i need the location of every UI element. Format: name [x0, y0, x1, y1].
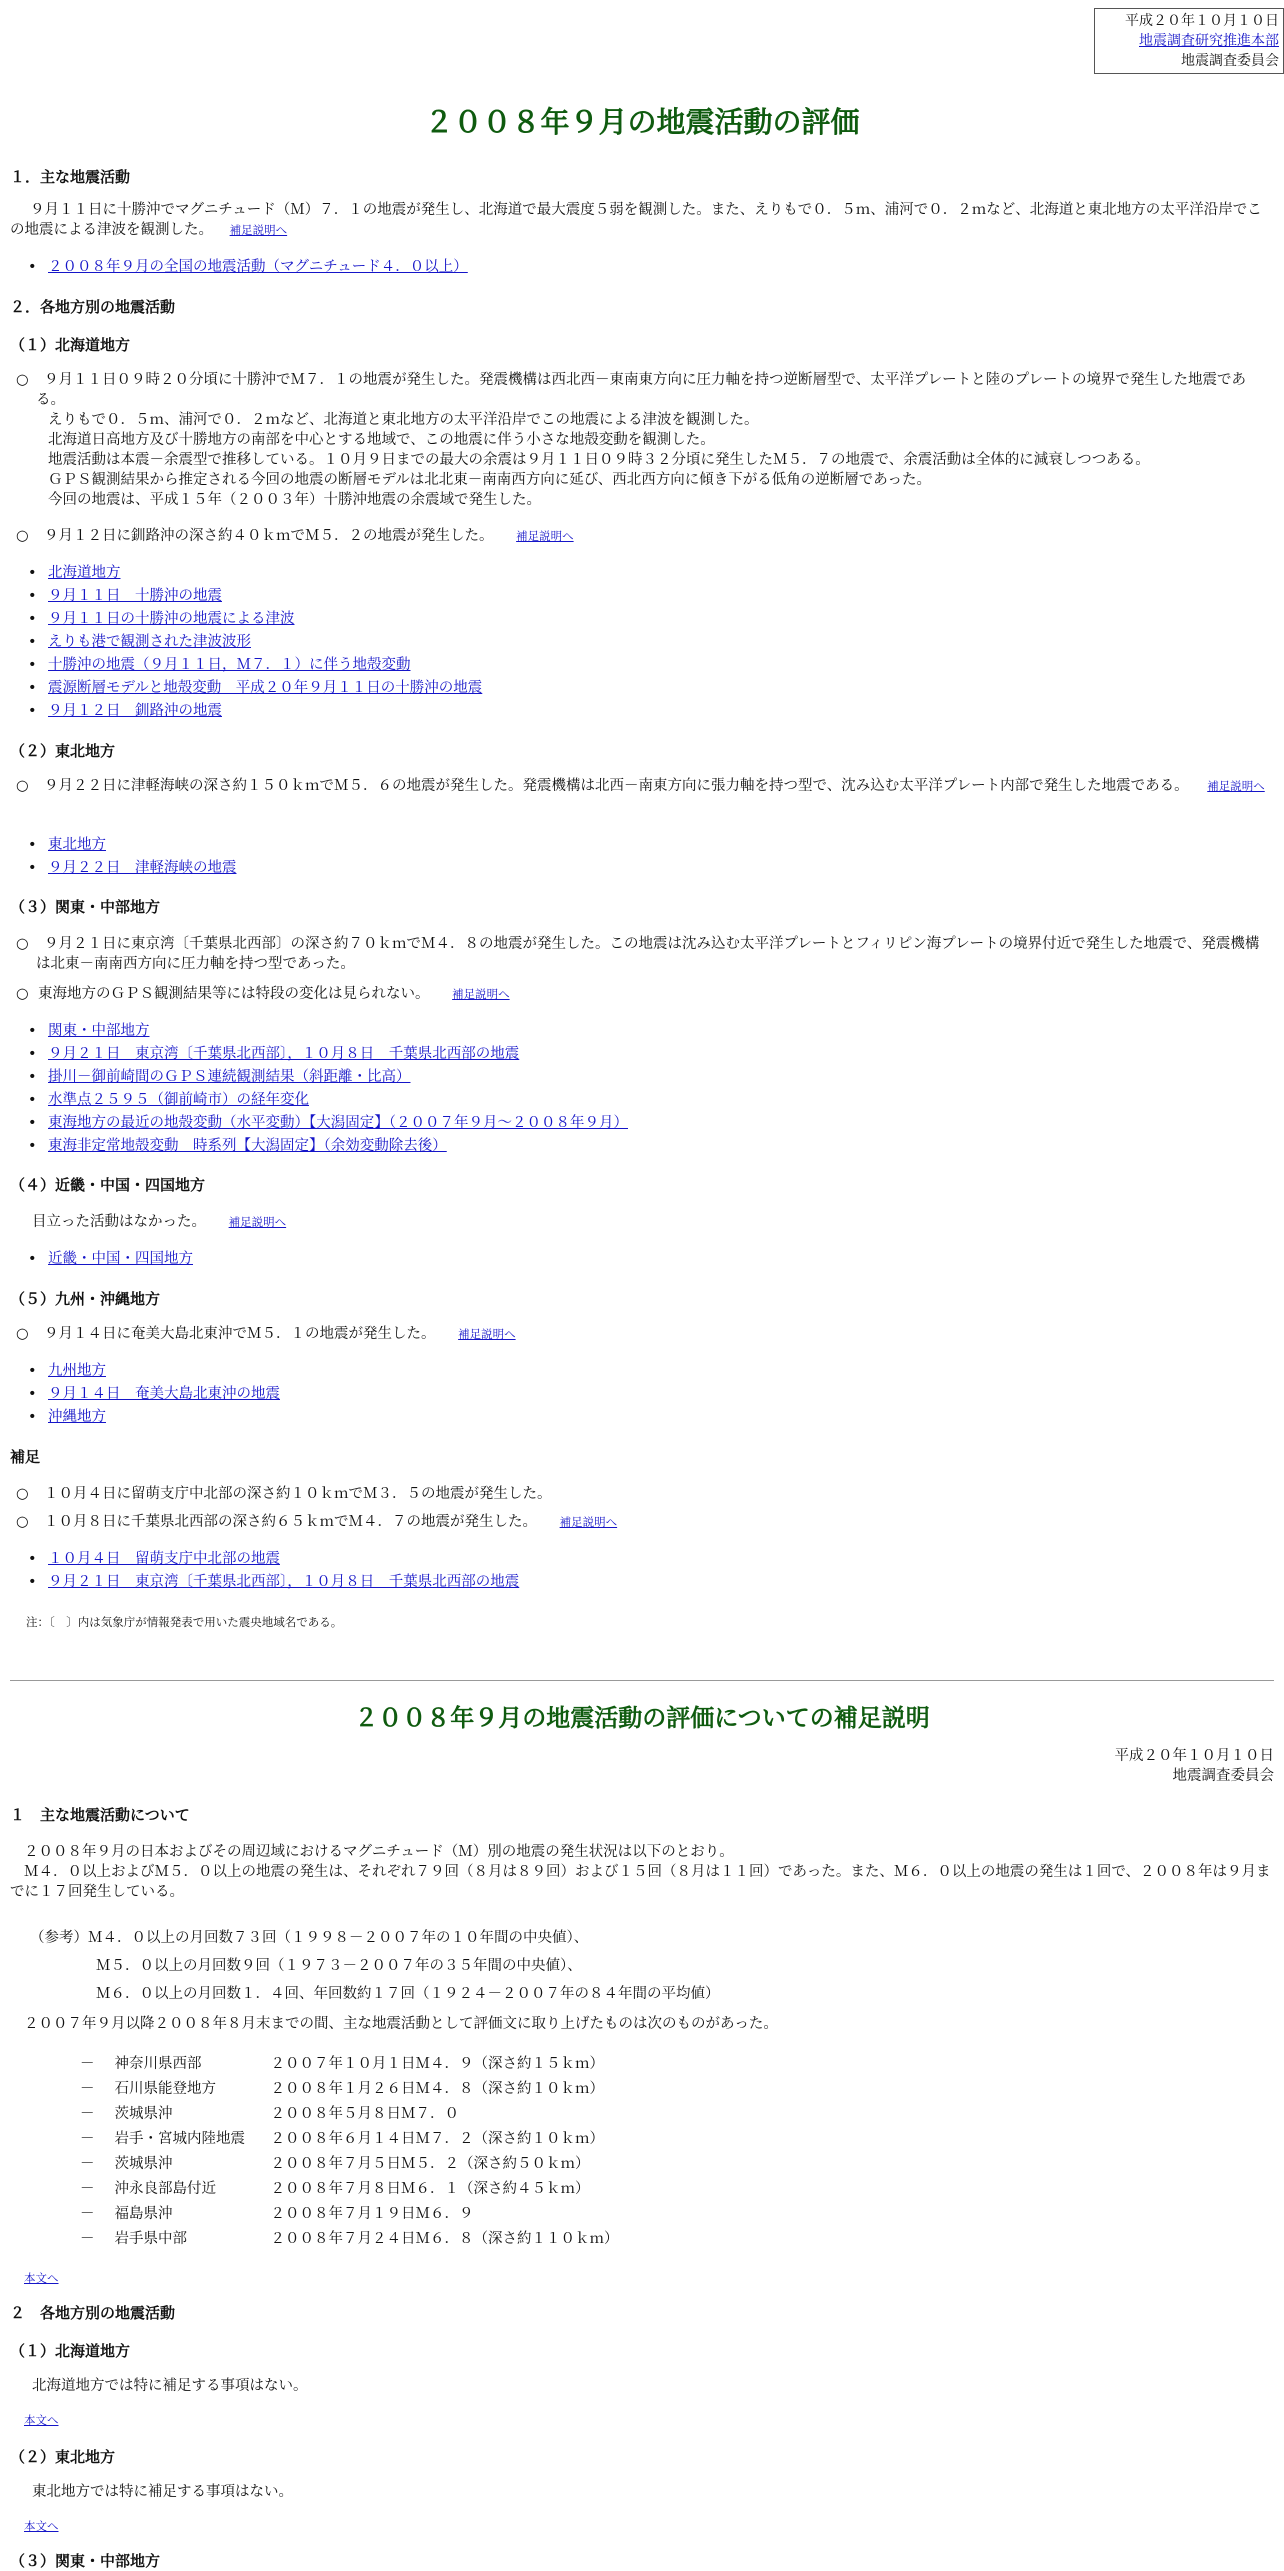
quake-info: ２００８年７月１９日Ｍ６．９ [270, 2206, 474, 2222]
link-kyushu-1[interactable]: ９月１４日 奄美大島北東沖の地震 [48, 1386, 280, 1402]
circle-bullet-icon: ○ [16, 936, 29, 952]
link-tohoku-1[interactable]: ９月２２日 津軽海峡の地震 [48, 860, 237, 876]
hosoku-links [20, 1548, 519, 1594]
hosoku-item-1-text: １０月４日に留萌支庁中北部の深さ約１０ｋｍでＭ３．５の地震が発生した。 [44, 1486, 552, 1502]
back-to-main-link-2[interactable]: 本文へ [24, 2413, 59, 2427]
kinki-body [10, 1212, 1272, 1232]
table-row [80, 2077, 625, 2102]
link-tohoku-0[interactable]: 東北地方 [48, 837, 106, 853]
hosoku-item-2 [10, 1512, 1272, 1532]
quake-info: ２００８年５月８日Ｍ７．０ [270, 2106, 459, 2122]
kanto-item-2-text: 東海地方のＧＰＳ観測結果等には特段の変化は見られない。 [38, 986, 430, 1002]
kanto-links [20, 1020, 628, 1158]
back-to-main-link-1[interactable]: 本文へ [24, 2271, 59, 2285]
hokkaido-item-1 [10, 370, 1272, 510]
supplement-committee: 地震調査委員会 [1172, 1768, 1274, 1784]
section-2-heading: ２．各地方別の地震活動 [10, 298, 176, 316]
link-kanto-3[interactable]: 水準点２５９５（御前崎市）の経年変化 [48, 1092, 309, 1108]
hokkaido-links [20, 562, 482, 723]
circle-bullet-icon: ○ [16, 778, 29, 794]
list-item [20, 1360, 280, 1383]
list-item [20, 1571, 519, 1594]
link-hokkaido-6[interactable]: ９月１２日 釧路沖の地震 [48, 703, 222, 719]
dash: － [80, 2156, 95, 2172]
dash: － [80, 2206, 95, 2222]
hosoku-item-2-text: １０月８日に千葉県北西部の深さ約６５ｋｍでＭ４．７の地震が発生した。 [44, 1514, 537, 1530]
link-hokkaido-2[interactable]: ９月１１日の十勝沖の地震による津波 [48, 611, 295, 627]
hokkaido-heading: （１）北海道地方 [10, 336, 131, 354]
link-hokkaido-1[interactable]: ９月１１日 十勝沖の地震 [48, 588, 222, 604]
dash: － [80, 2131, 95, 2147]
quake-place: 石川県能登地方 [114, 2081, 216, 2097]
list-item [20, 1548, 519, 1571]
quake-info: ２００８年７月２４日Ｍ６．８（深さ約１１０ｋｍ） [270, 2231, 619, 2247]
kinki-text: 目立った活動はなかった。 [32, 1214, 206, 1230]
supp-hokkaido-body: 北海道地方では特に補足する事項はない。 [32, 2378, 308, 2394]
supp-link-hokkaido[interactable]: 補足説明へ [516, 529, 574, 543]
kinki-heading: （４）近畿・中国・四国地方 [10, 1176, 206, 1194]
quake-place: 福島県沖 [114, 2206, 173, 2222]
quake-info: ２００８年７月５日Ｍ５．２（深さ約５０ｋｍ） [270, 2156, 590, 2172]
list-item [20, 834, 237, 857]
hokkaido-item-1-text: ９月１１日０９時２０分頃に十勝沖でＭ７．１の地震が発生した。発震機構は西北西－東南東方向に圧力軸を持つ逆断層型で、太平洋プレートと陸のプレートの境界で発生した地震である。 [36, 372, 1247, 408]
list-item [20, 1089, 628, 1112]
quake-info: ２００８年６月１４日Ｍ７．２（深さ約１０ｋｍ） [270, 2131, 604, 2147]
link-kanto-4[interactable]: 東海地方の最近の地殻変動（水平変動）【大潟固定】（２００７年９月～２００８年９月） [48, 1115, 628, 1131]
supp-s2-heading: ２ 各地方別の地震活動 [10, 2304, 176, 2322]
supp-p3: ２００７年９月以降２００８年８月末までの間、主な地震活動として評価文に取り上げたものは次のものがあった。 [24, 2016, 778, 2032]
supp-tohoku-heading: （２）東北地方 [10, 2448, 116, 2466]
link-hokkaido-3[interactable]: えりも港で観測された津波波形 [48, 634, 251, 650]
supp-kanto-heading: （３）関東・中部地方 [10, 2552, 161, 2570]
list-item [20, 1248, 193, 1271]
kyushu-heading: （５）九州・沖縄地方 [10, 1290, 161, 1308]
section-1-text: ９月１１日に十勝沖でマグニチュード（Ｍ）７．１の地震が発生し、北海道で最大震度５弱を観測した。また、えりもで０．５ｍ、浦河で０．２ｍなど、北海道と東北地方の太平洋沿岸でこの地震による津波を観測した。 [10, 202, 1262, 238]
hokkaido-item-2-text: ９月１２日に釧路沖の深さ約４０ｋｍでＭ５．２の地震が発生した。 [44, 528, 494, 544]
supplement-title: ２００８年９月の地震活動の評価についての補足説明 [354, 1704, 930, 1732]
list-item [20, 1020, 628, 1043]
kanto-heading: （３）関東・中部地方 [10, 898, 161, 916]
list-item [20, 1383, 280, 1406]
list-item [20, 857, 237, 880]
header-box [1094, 8, 1284, 74]
kanto-item-2 [10, 984, 1272, 1004]
list-item [20, 1066, 628, 1089]
link-hokkaido-4[interactable]: 十勝沖の地震（９月１１日，Ｍ７．１）に伴う地殻変動 [48, 657, 411, 673]
table-row [80, 2177, 625, 2202]
list-item [20, 654, 482, 677]
kanto-item-1-text: ９月２１日に東京湾〔千葉県北西部〕の深さ約７０ｋｍでＭ４．８の地震が発生した。この地震は沈み込む太平洋プレートとフィリピン海プレートの境界付近で発生した地震で、発震機構は北東－南南西方向に圧力軸を持つ型であった。 [36, 936, 1260, 972]
list-item [20, 677, 482, 700]
dash: － [80, 2056, 95, 2072]
list-item [20, 631, 482, 654]
kinki-links [20, 1248, 193, 1271]
footnote: 注：〔 〕内は気象庁が情報発表で用いた震央地域名である。 [26, 1615, 343, 1629]
back-to-main-link-3[interactable]: 本文へ [24, 2519, 59, 2533]
hokkaido-line-5: ＧＰＳ観測結果から推定される今回の地震の断層モデルは北北東－南南西方向に延び、西北西方向に傾き下がる低角の逆断層であった。 [48, 472, 932, 488]
link-kanto-2[interactable]: 掛川－御前崎間のＧＰＳ連続観測結果（斜距離・比高） [48, 1069, 411, 1085]
reference-block [30, 1924, 720, 2008]
hokkaido-line-4: 地震活動は本震－余震型で推移している。１０月９日までの最大の余震は９月１１日０９時３２分頃に発生したＭ５．７の地震で、余震活動は全体的に減衰しつつある。 [48, 452, 1150, 468]
kyushu-item-1-text: ９月１４日に奄美大島北東沖でＭ５．１の地震が発生した。 [44, 1326, 436, 1342]
link-hosoku-1[interactable]: ９月２１日 東京湾〔千葉県北西部〕，１０月８日 千葉県北西部の地震 [48, 1574, 520, 1590]
supplement-date: 平成２０年１０月１０日 [1114, 1748, 1274, 1764]
supp-link-kinki[interactable]: 補足説明へ [228, 1215, 287, 1229]
list-item [20, 1112, 628, 1135]
circle-bullet-icon: ○ [16, 528, 29, 544]
quake-info: ２００７年１０月１日Ｍ４．９（深さ約１５ｋｍ） [270, 2056, 604, 2072]
link-hokkaido-5[interactable]: 震源断層モデルと地殻変動 平成２０年９月１１日の十勝沖の地震 [48, 680, 483, 696]
page-title: ２００８年９月の地震活動の評価 [424, 105, 860, 139]
list-item [20, 562, 482, 585]
link-national-quakes[interactable]: ２００８年９月の全国の地震活動（マグニチュード４．０以上） [48, 259, 468, 275]
link-kanto-0[interactable]: 関東・中部地方 [48, 1023, 150, 1039]
ref-line-3: Ｍ６．０以上の月回数１．４回、年回数約１７回（１９２４－２００７年の８４年間の平均値） [96, 1986, 720, 2002]
quake-place: 沖永良部島付近 [114, 2181, 216, 2197]
list-item [20, 1406, 280, 1429]
kyushu-item-1 [10, 1324, 1272, 1344]
hokkaido-line-6: 今回の地震は、平成１５年（２００３年）十勝沖地震の余震域で発生した。 [48, 492, 541, 508]
quake-place: 茨城県沖 [114, 2156, 173, 2172]
dash: － [80, 2081, 95, 2097]
dash: － [80, 2231, 95, 2247]
quake-place: 神奈川県西部 [114, 2056, 202, 2072]
dash: － [80, 2181, 95, 2197]
tohoku-links [20, 834, 237, 880]
hokkaido-item-2 [10, 526, 1272, 546]
tohoku-item-1-text: ９月２２日に津軽海峡の深さ約１５０ｋｍでＭ５．６の地震が発生した。発震機構は北西－南東方向に張力軸を持つ型で、沈み込む太平洋プレート内部で発生した地震である。 [44, 778, 1189, 794]
header-date: 平成２０年１０月１０日 [1125, 13, 1279, 29]
link-kyushu-0[interactable]: 九州地方 [48, 1363, 106, 1379]
table-row [80, 2052, 625, 2077]
link-hokkaido-0[interactable]: 北海道地方 [48, 565, 121, 581]
quake-place: 岩手・宮城内陸地震 [114, 2131, 245, 2147]
link-hosoku-0[interactable]: １０月４日 留萌支庁中北部の地震 [48, 1551, 280, 1567]
circle-bullet-icon: ○ [16, 1326, 29, 1342]
link-kinki-0[interactable]: 近畿・中国・四国地方 [48, 1251, 193, 1267]
table-row [80, 2227, 625, 2252]
hokkaido-line-2: えりもで０．５ｍ、浦河で０．２ｍなど、北海道と東北地方の太平洋沿岸でこの地震による津波を観測した。 [48, 412, 759, 428]
supp-link-kanto[interactable]: 補足説明へ [452, 987, 510, 1001]
supp-link-kyushu[interactable]: 補足説明へ [458, 1327, 516, 1341]
quake-info: ２００８年１月２６日Ｍ４．８（深さ約１０ｋｍ） [270, 2081, 604, 2097]
list-item [20, 1135, 628, 1158]
supp-p1: ２００８年９月の日本およびその周辺域におけるマグニチュード（Ｍ）別の地震の発生状況は以下のとおり。 [24, 1844, 734, 1860]
ref-line-2: Ｍ５．０以上の月回数９回（１９７３－２００７年の３５年間の中央値）、 [96, 1958, 582, 1974]
supp-link-tohoku[interactable]: 補足説明へ [1207, 779, 1265, 793]
hokkaido-line-3: 北海道日高地方及び十勝地方の南部を中心とする地域で、この地震に伴う小さな地殻変動を観測した。 [48, 432, 715, 448]
quake-place: 茨城県沖 [114, 2106, 173, 2122]
list-item [20, 608, 482, 631]
supp-s1-heading: １ 主な地震活動について [10, 1806, 190, 1824]
kyushu-links [20, 1360, 280, 1429]
quake-place: 岩手県中部 [114, 2231, 187, 2247]
s1-links [20, 256, 468, 279]
circle-bullet-icon: ○ [16, 372, 29, 388]
section-1-heading: １．主な地震活動 [10, 168, 131, 186]
list-item [20, 256, 468, 279]
header-committee: 地震調査委員会 [1181, 53, 1279, 69]
table-row [80, 2127, 625, 2152]
link-kanto-5[interactable]: 東海非定常地殻変動 時系列【大潟固定】（余効変動除去後） [48, 1138, 447, 1154]
link-kyushu-2[interactable]: 沖縄地方 [48, 1409, 106, 1425]
dash: － [80, 2106, 95, 2122]
supplement-meta [1115, 1746, 1275, 1786]
list-item [20, 585, 482, 608]
circle-bullet-icon: ○ [16, 1486, 29, 1502]
ref-line-1: （参考）Ｍ４．０以上の月回数７３回（１９９８－２００７年の１０年間の中央値）、 [30, 1930, 589, 1946]
kanto-item-1 [10, 934, 1272, 974]
table-row [80, 2102, 625, 2127]
tohoku-heading: （２）東北地方 [10, 742, 116, 760]
supp-p2: Ｍ４．０以上およびＭ５．０以上の地震の発生は、それぞれ７９回（８月は８９回）および１５回（８月は１１回）であった。また、Ｍ６．０以上の地震の発生は１回で、２００８年は９月までに１７回発生している。 [10, 1864, 1271, 1900]
circle-bullet-icon: ○ [16, 1514, 29, 1530]
tohoku-item-1 [10, 776, 1272, 796]
divider [10, 1680, 1274, 1681]
supp-link-hosoku[interactable]: 補足説明へ [559, 1515, 618, 1529]
supp-link-s1[interactable]: 補足説明へ [229, 223, 288, 237]
link-kanto-1[interactable]: ９月２１日 東京湾〔千葉県北西部〕，１０月８日 千葉県北西部の地震 [48, 1046, 520, 1062]
table-row [80, 2202, 625, 2227]
hosoku-item-1 [10, 1484, 1272, 1504]
supp-tohoku-body: 東北地方では特に補足する事項はない。 [32, 2484, 293, 2500]
quake-table [80, 2052, 625, 2252]
section-1-body [10, 200, 1272, 240]
hosoku-heading: 補足 [10, 1448, 41, 1466]
supp-hokkaido-heading: （１）北海道地方 [10, 2342, 131, 2360]
list-item [20, 1043, 628, 1066]
quake-info: ２００８年７月８日Ｍ６．１（深さ約４５ｋｍ） [270, 2181, 590, 2197]
table-row [80, 2152, 625, 2177]
circle-bullet-icon: ○ [16, 986, 29, 1002]
list-item [20, 700, 482, 723]
header-org-link[interactable]: 地震調査研究推進本部 [1139, 33, 1279, 49]
